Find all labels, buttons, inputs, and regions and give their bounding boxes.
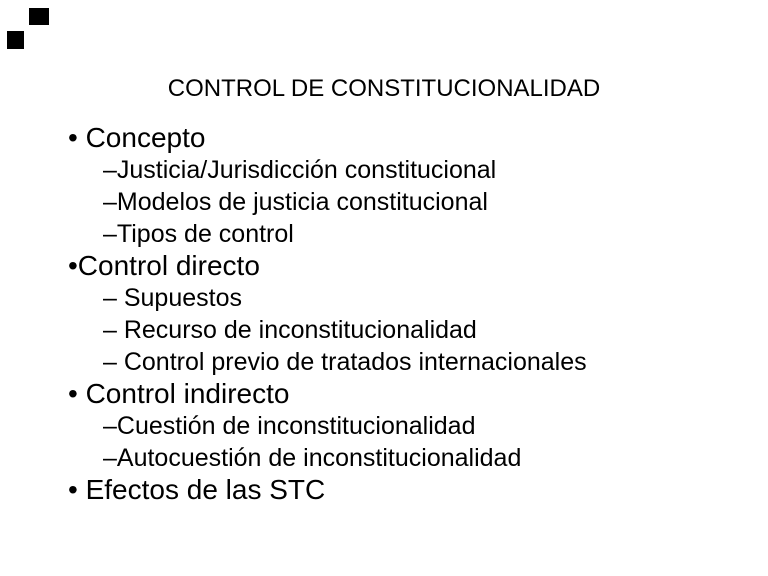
slide-title: CONTROL DE CONSTITUCIONALIDAD: [167, 75, 601, 102]
corner-square-left-icon: [7, 31, 24, 49]
list-item-supuestos: – Supuestos: [103, 284, 242, 312]
bullet-outline: [0, 122, 768, 506]
list-item-tipos: –Tipos de control: [103, 220, 294, 248]
list-item-concepto: • Concepto: [68, 122, 206, 153]
corner-square-top-icon: [29, 8, 49, 25]
list-item-cuestion: –Cuestión de inconstitucionalidad: [103, 412, 476, 440]
list-item-control-previo: – Control previo de tratados internacionales: [103, 348, 587, 376]
list-item-recurso: – Recurso de inconstitucionalidad: [103, 316, 477, 344]
list-item-efectos-stc: • Efectos de las STC: [68, 474, 326, 505]
list-item-control-indirecto: • Control indirecto: [68, 378, 290, 409]
list-item-justicia: –Justicia/Jurisdicción constitucional: [103, 156, 497, 184]
list-item-modelos: –Modelos de justicia constitucional: [103, 188, 488, 216]
list-item-control-directo: •Control directo: [68, 250, 260, 281]
list-item-autocuestion: –Autocuestión de inconstitucionalidad: [103, 444, 522, 472]
